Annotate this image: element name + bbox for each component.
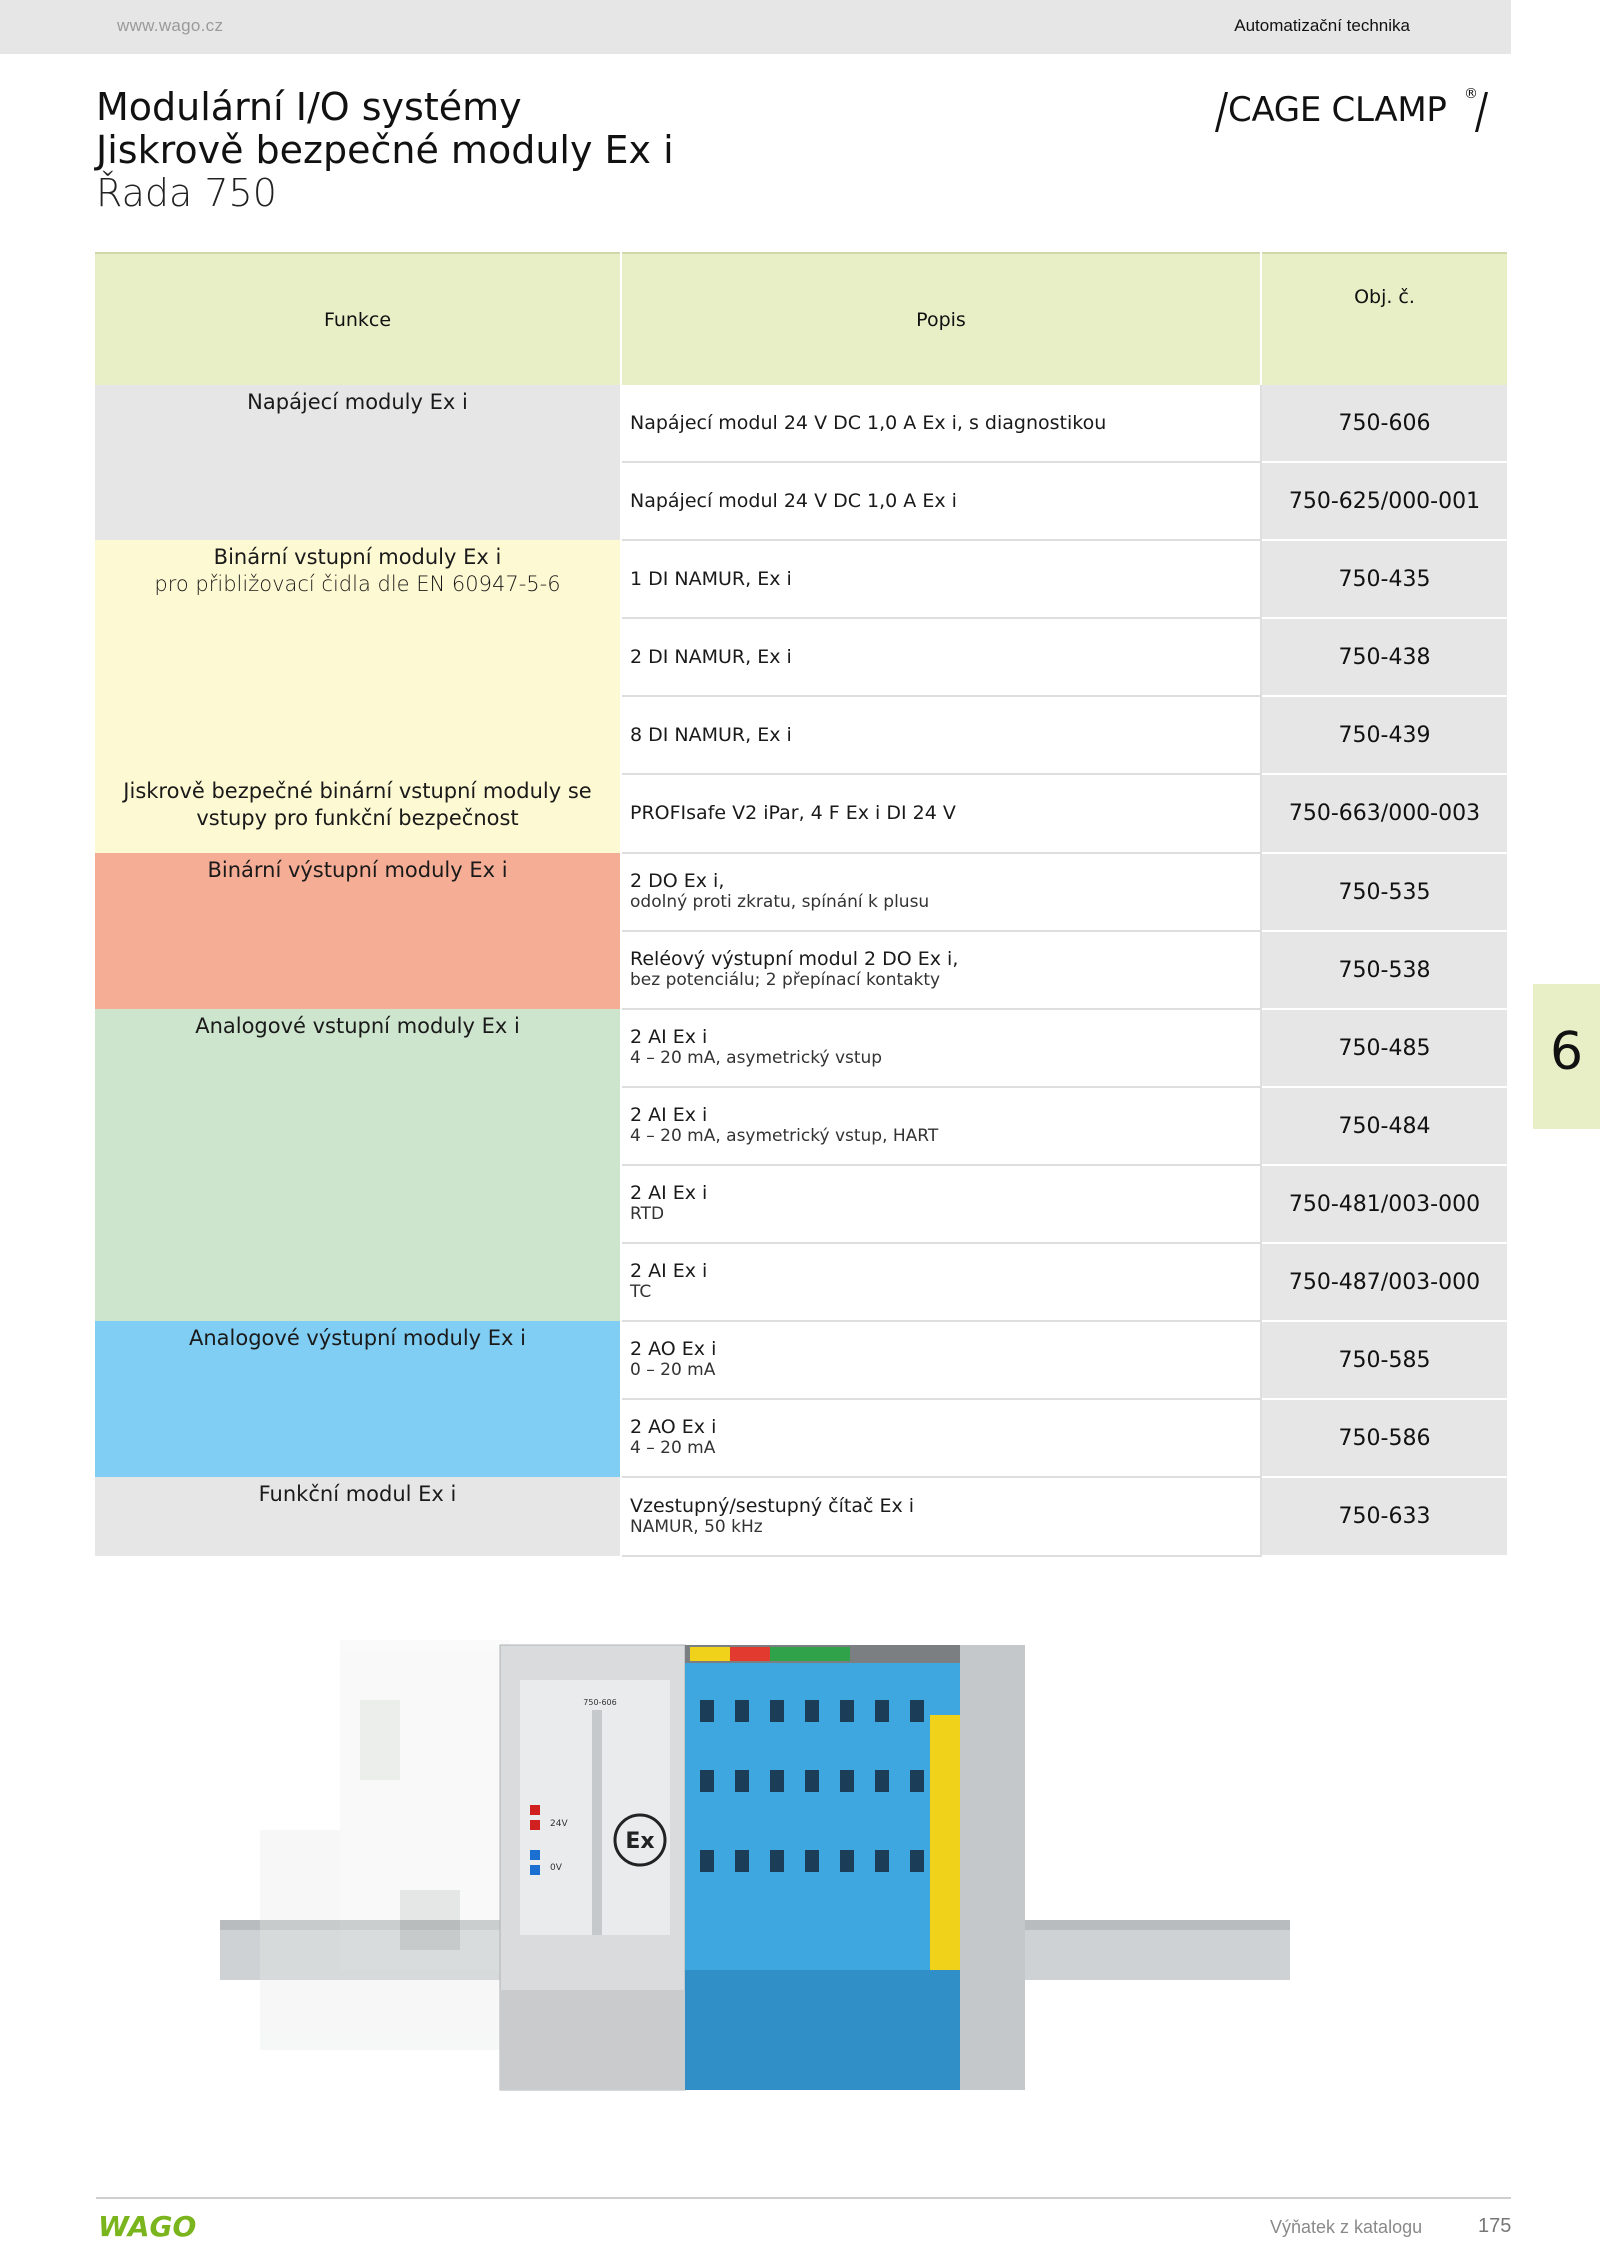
terminal-hole: [735, 1700, 749, 1722]
description-title: PROFIsafe V2 iPar, 4 F Ex i DI 24 V: [630, 802, 956, 824]
power-label-0v: 0V: [550, 1863, 562, 1873]
ex-symbol: Ex: [625, 1829, 655, 1854]
order-number-cell[interactable]: 750-663/000-003: [1261, 774, 1507, 853]
coupler-port: [400, 1890, 460, 1950]
cage-clamp-logo: [1216, 88, 1488, 136]
description-cell: [621, 1087, 1261, 1165]
description-title: 2 DO Ex i,: [630, 870, 725, 892]
website-url[interactable]: www.wago.cz: [117, 16, 224, 35]
order-number-cell[interactable]: 750-484: [1261, 1087, 1507, 1165]
chapter-tab[interactable]: [1533, 984, 1600, 1129]
terminal-hole: [840, 1770, 854, 1792]
description-cell: [621, 462, 1261, 540]
description-cell: [621, 618, 1261, 696]
function-cell: [95, 385, 621, 540]
product-table: [95, 252, 1507, 1557]
terminal-hole: [735, 1850, 749, 1872]
led-blue-1: [530, 1850, 540, 1860]
terminal-hole: [840, 1700, 854, 1722]
description-title: 2 AO Ex i: [630, 1416, 717, 1438]
order-number-cell[interactable]: 750-606: [1261, 385, 1507, 462]
order-number-cell[interactable]: 750-535: [1261, 853, 1507, 931]
function-label: Funkční modul Ex i: [258, 1482, 457, 1506]
terminal-hole: [910, 1850, 924, 1872]
top-bar: [0, 0, 1511, 54]
terminal-hole: [700, 1850, 714, 1872]
description-detail: 4 – 20 mA: [630, 1438, 716, 1458]
power-module-number: 750-606: [583, 1698, 617, 1707]
footer-divider: [96, 2197, 1511, 2199]
power-module-base: [500, 1990, 685, 2090]
description-title: Reléový výstupní modul 2 DO Ex i,: [630, 948, 959, 970]
description-detail: odolný proti zkratu, spínání k plusu: [630, 892, 930, 912]
column-header-description: Popis: [621, 253, 1261, 385]
logo-slash-left: [1215, 92, 1228, 132]
description-title: 2 AI Ex i: [630, 1026, 708, 1048]
description-cell: [621, 1009, 1261, 1087]
description-cell: [621, 1321, 1261, 1399]
terminal-hole: [805, 1770, 819, 1792]
terminal-hole: [700, 1770, 714, 1792]
power-label-24v: 24V: [550, 1819, 568, 1829]
table-row: [95, 1477, 1507, 1556]
order-number-cell[interactable]: 750-487/003-000: [1261, 1243, 1507, 1321]
function-label: Jiskrově bezpečné binární vstupní moduly se vstupy pro funkční bezpečnost: [123, 779, 592, 830]
table-row: [95, 385, 1507, 462]
terminal-hole: [735, 1770, 749, 1792]
table-row: [95, 540, 1507, 618]
description-cell: [621, 774, 1261, 853]
description-detail: 0 – 20 mA: [630, 1360, 716, 1380]
product-table-body: [95, 385, 1507, 1556]
function-cell: [95, 540, 621, 774]
order-number-cell[interactable]: 750-585: [1261, 1321, 1507, 1399]
description-title: 1 DI NAMUR, Ex i: [630, 567, 792, 590]
description-cell: [621, 540, 1261, 618]
terminal-hole: [910, 1700, 924, 1722]
description-detail: TC: [630, 1282, 652, 1302]
order-number-cell[interactable]: 750-485: [1261, 1009, 1507, 1087]
description-title: 2 AI Ex i: [630, 1182, 708, 1204]
io-system-product-image: [200, 1620, 1300, 2120]
label-green-2: [810, 1647, 850, 1661]
label-red: [730, 1647, 770, 1661]
function-label: Analogové výstupní moduly Ex i: [188, 1326, 526, 1350]
terminal-hole: [770, 1770, 784, 1792]
table-row: [95, 774, 1507, 853]
terminal-hole: [770, 1700, 784, 1722]
terminal-hole: [805, 1700, 819, 1722]
description-detail: RTD: [630, 1204, 665, 1224]
description-title: 2 DI NAMUR, Ex i: [630, 645, 792, 668]
section-title: Automatizační technika: [1234, 16, 1410, 35]
table-row: [95, 1009, 1507, 1087]
table-row: [95, 1321, 1507, 1399]
column-header-order-number: Obj. č.: [1261, 253, 1507, 385]
description-title: 2 AI Ex i: [630, 1104, 708, 1126]
order-number-cell[interactable]: 750-435: [1261, 540, 1507, 618]
footer-caption: Výňatek z katalogu: [1270, 2217, 1423, 2237]
page-number: 175: [1478, 2215, 1512, 2237]
fieldbus-coupler: [260, 1640, 520, 2050]
terminal-hole: [840, 1850, 854, 1872]
function-label: Analogové vstupní moduly Ex i: [195, 1014, 520, 1038]
order-number-cell[interactable]: 750-625/000-001: [1261, 462, 1507, 540]
led-red-2: [530, 1820, 540, 1830]
description-cell: [621, 696, 1261, 774]
table-header-row: [95, 253, 1507, 385]
label-green: [770, 1647, 810, 1661]
function-label: Napájecí moduly Ex i: [247, 390, 468, 414]
page-title: [96, 86, 674, 215]
led-blue-2: [530, 1865, 540, 1875]
description-cell: [621, 931, 1261, 1009]
ex-i-module-stack: [685, 1645, 1025, 2090]
yellow-safety-module: [930, 1715, 960, 1970]
function-label: Binární výstupní moduly Ex i: [207, 858, 508, 882]
terminal-hole: [875, 1700, 889, 1722]
description-title: Napájecí modul 24 V DC 1,0 A Ex i: [630, 489, 957, 512]
description-cell: [621, 385, 1261, 462]
description-detail: 4 – 20 mA, asymetrický vstup, HART: [630, 1126, 939, 1146]
function-sublabel: pro přibližovací čidla dle EN 60947-5-6: [154, 572, 561, 596]
terminal-hole: [700, 1700, 714, 1722]
logo-text: CAGE CLAMP: [1228, 90, 1447, 130]
description-title: 2 AO Ex i: [630, 1338, 717, 1360]
terminal-hole: [910, 1770, 924, 1792]
function-cell: [95, 1009, 621, 1321]
description-cell: [621, 1243, 1261, 1321]
led-red-1: [530, 1805, 540, 1815]
label-yellow: [690, 1647, 730, 1661]
order-number-cell[interactable]: 750-438: [1261, 618, 1507, 696]
function-cell: [95, 774, 621, 853]
end-module: [960, 1645, 1025, 2090]
power-module-divider: [592, 1710, 602, 1935]
description-cell: [621, 1165, 1261, 1243]
function-cell: [95, 853, 621, 1009]
order-number-cell[interactable]: 750-481/003-000: [1261, 1165, 1507, 1243]
description-cell: [621, 1477, 1261, 1556]
title-line-3: Řada 750: [96, 171, 277, 215]
description-cell: [621, 1399, 1261, 1477]
wago-logo-text: WAGO: [98, 2210, 197, 2242]
description-detail: NAMUR, 50 kHz: [630, 1516, 763, 1537]
coupler-switches: [360, 1700, 400, 1780]
terminal-hole: [770, 1850, 784, 1872]
description-detail: bez potenciálu; 2 přepínací kontakty: [630, 970, 941, 990]
description-cell: [621, 853, 1261, 931]
description-title: Napájecí modul 24 V DC 1,0 A Ex i, s diagnostikou: [630, 411, 1107, 434]
terminal-hole: [875, 1770, 889, 1792]
order-number-cell[interactable]: 750-633: [1261, 1477, 1507, 1556]
description-detail: 4 – 20 mA, asymetrický vstup: [630, 1048, 883, 1068]
terminal-hole: [875, 1850, 889, 1872]
order-number-cell[interactable]: 750-538: [1261, 931, 1507, 1009]
title-line-1: Modulární I/O systémy: [96, 85, 522, 129]
description-title: 2 AI Ex i: [630, 1260, 708, 1282]
title-line-2: Jiskrově bezpečné moduly Ex i: [96, 128, 674, 172]
registered-mark: ®: [1464, 86, 1478, 102]
description-title: Vzestupný/sestupný čítač Ex i: [630, 1494, 915, 1517]
terminal-hole: [805, 1850, 819, 1872]
chapter-number: 6: [1549, 1022, 1584, 1082]
function-label: Binární vstupní moduly Ex i: [213, 545, 502, 569]
function-cell: [95, 1321, 621, 1477]
function-cell: [95, 1477, 621, 1556]
power-supply-module: [500, 1645, 685, 2090]
column-header-function: Funkce: [95, 253, 621, 385]
description-title: 8 DI NAMUR, Ex i: [630, 723, 792, 746]
order-number-cell[interactable]: 750-439: [1261, 696, 1507, 774]
table-row: [95, 853, 1507, 931]
wago-logo: [96, 2208, 206, 2242]
order-number-cell[interactable]: 750-586: [1261, 1399, 1507, 1477]
